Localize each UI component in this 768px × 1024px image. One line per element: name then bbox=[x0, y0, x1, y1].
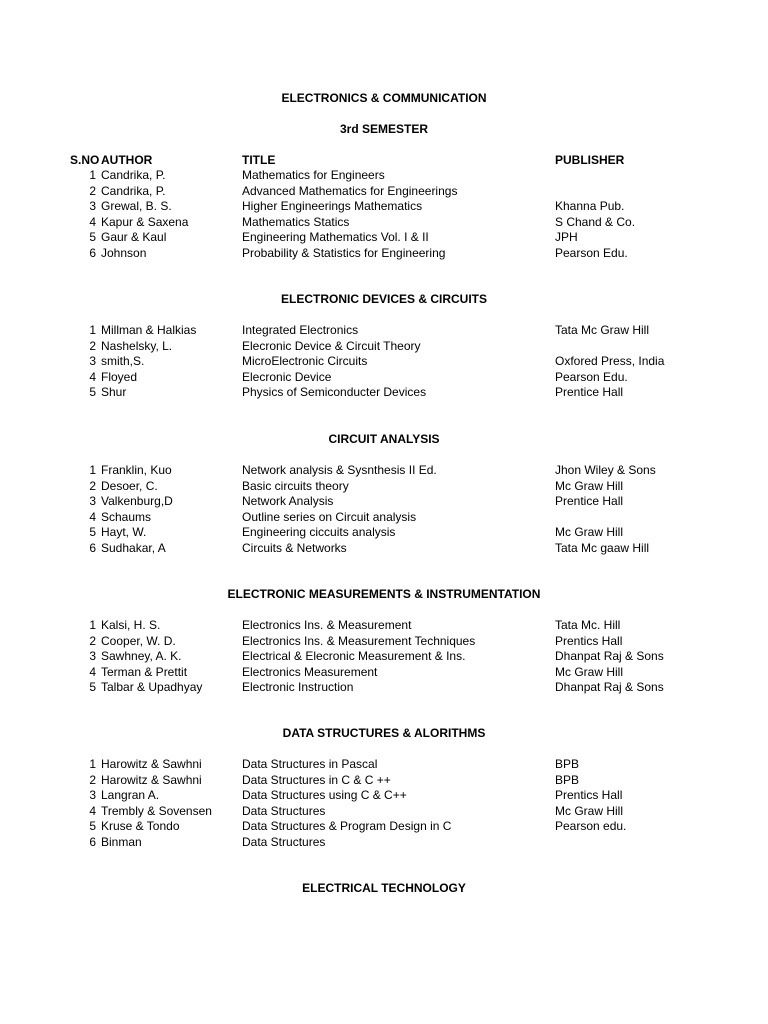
table-row bbox=[0, 525, 768, 541]
serial-number: 2 bbox=[89, 633, 96, 648]
author-cell: Kalsi, H. S. bbox=[101, 618, 161, 632]
serial-number: 5 bbox=[89, 680, 96, 694]
table-row bbox=[0, 494, 768, 510]
serial-number: 5 bbox=[89, 230, 96, 244]
publisher-cell: Oxfored Press, India bbox=[555, 354, 665, 368]
table-row bbox=[0, 199, 768, 215]
author-cell: Nashelsky, L. bbox=[101, 338, 173, 353]
publisher-cell: Mc Graw Hill bbox=[555, 478, 623, 493]
title-cell: Outline series on Circuit analysis bbox=[242, 509, 417, 524]
serial-number: 1 bbox=[89, 323, 96, 337]
title-cell: Engineering Mathematics Vol. I & II bbox=[242, 230, 429, 244]
author-cell: smith,S. bbox=[101, 354, 145, 368]
serial-number: 4 bbox=[89, 214, 96, 229]
title-cell: Network analysis & Sysnthesis II Ed. bbox=[242, 463, 437, 477]
publisher-cell: Jhon Wiley & Sons bbox=[555, 463, 656, 477]
publisher-cell: S Chand & Co. bbox=[555, 214, 636, 229]
author-cell: Cooper, W. D. bbox=[101, 633, 176, 648]
author-cell: Kruse & Tondo bbox=[101, 819, 180, 833]
serial-number: 6 bbox=[89, 834, 96, 849]
publisher-cell: Tata Mc Graw Hill bbox=[555, 323, 650, 337]
author-cell: Harowitz & Sawhni bbox=[101, 772, 202, 787]
publisher-cell: Tata Mc. Hill bbox=[555, 618, 621, 632]
title-cell: Electronics Measurement bbox=[242, 664, 378, 679]
book-list bbox=[0, 168, 768, 261]
table-row bbox=[0, 819, 768, 835]
book-list bbox=[0, 323, 768, 401]
table-row bbox=[0, 339, 768, 355]
table-row bbox=[0, 804, 768, 820]
table-row bbox=[0, 618, 768, 634]
book-list bbox=[0, 463, 768, 556]
serial-number: 2 bbox=[89, 183, 96, 198]
publisher-cell: Prentice Hall bbox=[555, 385, 624, 399]
title-cell: Data Structures in Pascal bbox=[242, 757, 378, 771]
serial-number: 6 bbox=[89, 245, 96, 260]
serial-number: 1 bbox=[89, 168, 96, 182]
serial-number: 5 bbox=[89, 819, 96, 833]
publisher-cell: Prentics Hall bbox=[555, 788, 623, 802]
serial-number: 2 bbox=[89, 772, 96, 787]
publisher-cell: Mc Graw Hill bbox=[555, 525, 623, 539]
serial-number: 4 bbox=[89, 509, 96, 524]
title-cell: Electronic Instruction bbox=[242, 680, 354, 694]
table-row bbox=[0, 757, 768, 773]
table-row bbox=[0, 835, 768, 851]
title-cell: Electronics Ins. & Measurement Techniques bbox=[242, 633, 476, 648]
serial-number: 5 bbox=[89, 525, 96, 539]
author-cell: Trembly & Sovensen bbox=[101, 803, 212, 818]
author-cell: Desoer, C. bbox=[101, 478, 158, 493]
author-cell: Floyed bbox=[101, 369, 138, 384]
section-heading: ELECTRICAL TECHNOLOGY bbox=[302, 881, 466, 895]
table-row bbox=[0, 510, 768, 526]
section-heading: ELECTRONIC DEVICES & CIRCUITS bbox=[280, 292, 487, 306]
column-header-title: TITLE bbox=[242, 153, 276, 167]
column-header-publisher: PUBLISHER bbox=[555, 153, 625, 167]
serial-number: 3 bbox=[89, 788, 96, 802]
title-cell: Higher Engineerings Mathematics bbox=[242, 199, 423, 213]
author-cell: Talbar & Upadhyay bbox=[101, 680, 203, 694]
publisher-cell: Dhanpat Raj & Sons bbox=[555, 649, 664, 663]
title-cell: Integrated Electronics bbox=[242, 323, 359, 337]
title-cell: Basic circuits theory bbox=[242, 478, 349, 493]
title-cell: Elecronic Device bbox=[242, 369, 332, 384]
serial-number: 3 bbox=[89, 199, 96, 213]
title-cell: Data Structures bbox=[242, 834, 326, 849]
title-cell: Data Structures bbox=[242, 803, 326, 818]
author-cell: Harowitz & Sawhni bbox=[101, 757, 202, 771]
table-row bbox=[0, 649, 768, 665]
author-cell: Grewal, B. S. bbox=[101, 199, 172, 213]
author-cell: Shur bbox=[101, 385, 127, 399]
publisher-cell: Prentice Hall bbox=[555, 494, 624, 508]
author-cell: Binman bbox=[101, 834, 142, 849]
publisher-cell: Prentics Hall bbox=[555, 633, 623, 648]
author-cell: Sudhakar, A bbox=[101, 540, 166, 555]
table-row bbox=[0, 354, 768, 370]
serial-number: 1 bbox=[89, 463, 96, 477]
author-cell: Candrika, P. bbox=[101, 168, 166, 182]
author-cell: Millman & Halkias bbox=[101, 323, 197, 337]
title-cell: Data Structures using C & C++ bbox=[242, 788, 407, 802]
table-row bbox=[0, 541, 768, 557]
author-cell: Candrika, P. bbox=[101, 183, 166, 198]
publisher-cell: Pearson Edu. bbox=[555, 369, 628, 384]
title-cell: Advanced Mathematics for Engineerings bbox=[242, 183, 458, 198]
title-cell: Probability & Statistics for Engineering bbox=[242, 245, 446, 260]
table-row bbox=[0, 168, 768, 184]
table-row bbox=[0, 215, 768, 231]
serial-number: 1 bbox=[89, 618, 96, 632]
book-list bbox=[0, 757, 768, 850]
publisher-cell: Khanna Pub. bbox=[555, 199, 625, 213]
author-cell: Langran A. bbox=[101, 788, 160, 802]
semester-heading: 3rd SEMESTER bbox=[339, 122, 429, 136]
serial-number: 3 bbox=[89, 494, 96, 508]
author-cell: Johnson bbox=[101, 245, 147, 260]
title-cell: Electronics Ins. & Measurement bbox=[242, 618, 412, 632]
table-row bbox=[0, 788, 768, 804]
table-row bbox=[0, 184, 768, 200]
table-row bbox=[0, 246, 768, 262]
title-cell: Data Structures in C & C ++ bbox=[242, 772, 391, 787]
publisher-cell: Dhanpat Raj & Sons bbox=[555, 680, 664, 694]
serial-number: 6 bbox=[89, 540, 96, 555]
publisher-cell: Tata Mc gaaw Hill bbox=[555, 540, 650, 555]
title-cell: Mathematics for Engineers bbox=[242, 168, 385, 182]
serial-number: 5 bbox=[89, 385, 96, 399]
serial-number: 3 bbox=[89, 354, 96, 368]
author-cell: Hayt, W. bbox=[101, 525, 147, 539]
department-heading: ELECTRONICS & COMMUNICATION bbox=[281, 91, 487, 105]
table-row bbox=[0, 463, 768, 479]
publisher-cell: BPB bbox=[555, 772, 580, 787]
table-row bbox=[0, 385, 768, 401]
publisher-cell: BPB bbox=[555, 757, 580, 771]
title-cell: Engineering ciccuits analysis bbox=[242, 525, 396, 539]
serial-number: 4 bbox=[89, 803, 96, 818]
section-heading: DATA STRUCTURES & ALORITHMS bbox=[282, 726, 486, 740]
publisher-cell: Pearson Edu. bbox=[555, 245, 628, 260]
author-cell: Sawhney, A. K. bbox=[101, 649, 182, 663]
table-row bbox=[0, 230, 768, 246]
table-row bbox=[0, 773, 768, 789]
column-header-sno: S.NO bbox=[70, 153, 100, 167]
author-cell: Kapur & Saxena bbox=[101, 214, 189, 229]
publisher-cell: Pearson edu. bbox=[555, 819, 627, 833]
table-row bbox=[0, 323, 768, 339]
book-list bbox=[0, 618, 768, 696]
title-cell: Circuits & Networks bbox=[242, 540, 347, 555]
serial-number: 4 bbox=[89, 664, 96, 679]
title-cell: Network Analysis bbox=[242, 494, 334, 508]
title-cell: Mathematics Statics bbox=[242, 214, 350, 229]
serial-number: 3 bbox=[89, 649, 96, 663]
author-cell: Franklin, Kuo bbox=[101, 463, 172, 477]
title-cell: MicroElectronic Circuits bbox=[242, 354, 368, 368]
publisher-cell: Mc Graw Hill bbox=[555, 664, 623, 679]
table-row bbox=[0, 479, 768, 495]
table-row bbox=[0, 634, 768, 650]
table-row bbox=[0, 665, 768, 681]
title-cell: Electrical & Elecronic Measurement & Ins. bbox=[242, 649, 466, 663]
serial-number: 2 bbox=[89, 478, 96, 493]
publisher-cell: JPH bbox=[555, 230, 578, 244]
column-header-author: AUTHOR bbox=[101, 153, 153, 167]
publisher-cell: Mc Graw Hill bbox=[555, 803, 623, 818]
table-row bbox=[0, 680, 768, 696]
serial-number: 4 bbox=[89, 369, 96, 384]
author-cell: Gaur & Kaul bbox=[101, 230, 167, 244]
author-cell: Valkenburg,D bbox=[101, 494, 173, 508]
title-cell: Data Structures & Program Design in C bbox=[242, 819, 452, 833]
serial-number: 1 bbox=[89, 757, 96, 771]
section-heading: ELECTRONIC MEASUREMENTS & INSTRUMENTATION bbox=[227, 587, 541, 601]
serial-number: 2 bbox=[89, 338, 96, 353]
author-cell: Terman & Prettit bbox=[101, 664, 188, 679]
title-cell: Elecronic Device & Circuit Theory bbox=[242, 338, 421, 353]
section-heading: CIRCUIT ANALYSIS bbox=[328, 432, 440, 446]
table-row bbox=[0, 370, 768, 386]
title-cell: Physics of Semiconducter Devices bbox=[242, 385, 427, 399]
author-cell: Schaums bbox=[101, 509, 152, 524]
